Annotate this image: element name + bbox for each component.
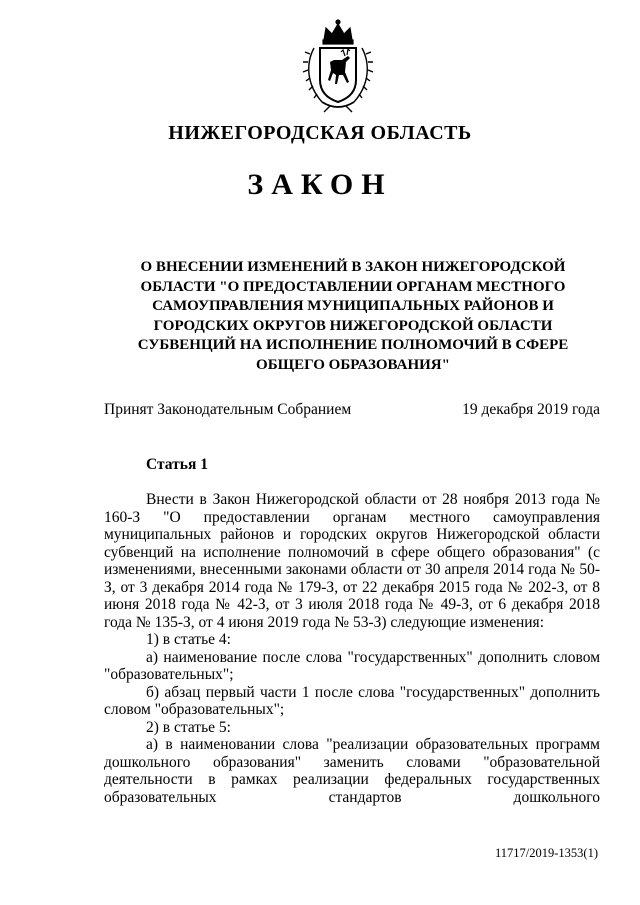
law-title-line: ГОРОДСКИХ ОКРУГОВ НИЖЕГОРОДСКОЙ ОБЛАСТИ <box>153 317 553 334</box>
article-paragraph: а) в наименовании слова "реализации образовательных программ дошкольного образования" заменить словами "образовательной деятельности в рамках реализации федеральных государственных образовательных стандартов дошкольного <box>104 736 600 806</box>
article-paragraph: б) абзац первый части 1 после слова "государственных" дополнить словом "образовательных"; <box>104 683 600 718</box>
article-paragraph: 2) в статье 5: <box>146 718 231 736</box>
law-title-line: САМОУПРАВЛЕНИЯ МУНИЦИПАЛЬНЫХ РАЙОНОВ И <box>152 298 554 314</box>
document-number: 11717/2019-1353(1) <box>495 846 598 860</box>
article-paragraph: а) наименование после слова "государственных" дополнить словом "образовательных"; <box>104 648 600 683</box>
law-title-line: СУБВЕНЦИЙ НА ИСПОЛНЕНИЕ ПОЛНОМОЧИЙ В СФЕРЕ <box>137 337 569 353</box>
region-name: НИЖЕГОРОДСКАЯ ОБЛАСТЬ <box>168 122 472 144</box>
article-body <box>104 491 600 806</box>
adoption-date: 19 декабря 2019 года <box>462 401 600 418</box>
law-title-line: О ВНЕСЕНИИ ИЗМЕНЕНИЙ В ЗАКОН НИЖЕГОРОДСКОЙ <box>140 259 566 275</box>
law-title <box>130 258 576 375</box>
article-heading: Статья 1 <box>146 456 208 473</box>
adopted-by: Принят Законодательным Собранием <box>104 401 352 418</box>
article-paragraph: 1) в статье 4: <box>146 631 231 648</box>
coat-of-arms-icon <box>300 18 376 114</box>
document-type: ЗАКОН <box>247 168 393 201</box>
law-title-line: ОБЩЕГО ОБРАЗОВАНИЯ" <box>256 356 450 373</box>
law-title-line: ОБЛАСТИ "О ПРЕДОСТАВЛЕНИИ ОРГАНАМ МЕСТНОГО <box>140 278 566 295</box>
article-paragraph: Внести в Закон Нижегородской области от 28 ноября 2013 года № 160-З "О предоставлении органам местного самоуправления муниципальных районов и городских округов Нижегородской области субвенций на исполнение полномочий в сфере общего образования" (с изменениями, внесенными законами области от 30 апреля 2014 года № 50-З, от 3 декабря 2014 года № 179-З, от 22 декабря 2015 года № 202-З, от 8 июня 2018 года № 42-З, от 3 июля 2018 года № 49-З, от 6 декабря 2018 года № 135-З, от 4 июня 2019 года № 53-З) следующие изменения: <box>104 491 600 631</box>
